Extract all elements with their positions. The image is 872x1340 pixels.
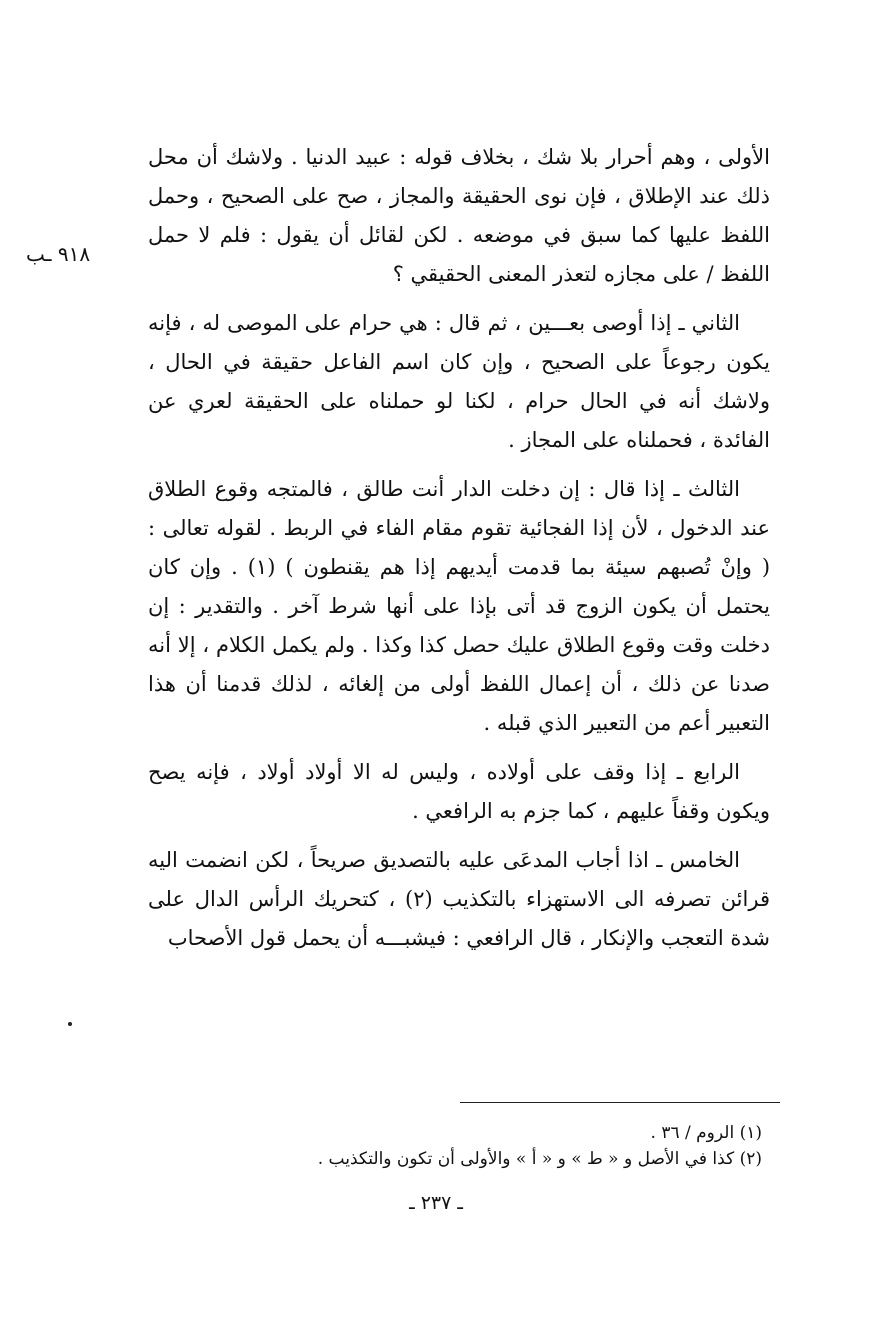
main-text	[148, 138, 770, 958]
paragraph-fourth: الرابع ـ إذا وقف على أولاده ، وليس له الا أولاد أولاد ، فإنه يصح ويكون وقفاً عليهم ، كما جزم به الرافعي .	[148, 760, 770, 823]
footnote-divider	[460, 1102, 780, 1103]
footnote-1: (١) الروم / ٣٦ .	[650, 1123, 762, 1143]
paragraph-fifth: الخامس ـ اذا أجاب المدعَى عليه بالتصديق صريحاً ، لكن انضمت اليه قرائن تصرفه الى الاستهزاء بالتكذيب (٢) ، كتحريك الرأس الدال على شدة التعجب والإنكار ، قال الرافعي : فيشبـــه أن يحمل قول الأصحاب	[148, 848, 770, 950]
manuscript-folio-note: ٩١٨ ـب	[26, 242, 91, 266]
margin-dot	[68, 1022, 72, 1026]
paragraph-continuation: الأولى ، وهم أحرار بلا شك ، بخلاف قوله : عبيد الدنيا . ولاشك أن محل ذلك عند الإطلاق ، فإن نوى الحقيقة والمجاز ، صح على الصحيح ، وحمل اللفظ عليها كما سبق في موضعه . لكن لقائل أن يقول : فلم لا حمل اللفظ / على مجازه لتعذر المعنى الحقيقي ؟	[148, 145, 770, 286]
footnotes	[250, 1120, 762, 1172]
paragraph-third: الثالث ـ إذا قال : إن دخلت الدار أنت طالق ، فالمتجه وقوع الطلاق عند الدخول ، لأن إذا الفجائية تقوم مقام الفاء في الربط . لقوله تعالى : ( وإنْ تُصبهم سيئة بما قدمت أيديهم إذا هم يقنطون ) (١) . وإن كان يحتمل أن يكون الزوج قد أتى بإذا على أنها شرط آخر . والتقدير : إن دخلت وقت وقوع الطلاق عليك حصل كذا وكذا . ولم يكمل الكلام ، إلا أنه صدنا عن ذلك ، أن إعمال اللفظ أولى من إلغائه ، لذلك قدمنا أن هذا التعبير أعم من التعبير الذي قبله .	[148, 477, 771, 735]
footnote-2: (٢) كذا في الأصل و « ط » و « أ » والأولى أن تكون والتكذيب .	[317, 1149, 762, 1169]
paragraph-second: الثاني ـ إذا أوصى بعـــين ، ثم قال : هي حرام على الموصى له ، فإنه يكون رجوعاً على الصحيح ، وإن كان اسم الفاعل حقيقة في الحال ، ولاشك أنه في الحال حرام ، لكنا لو حملناه على الحقيقة لعري عن الفائدة ، فحملناه على المجاز .	[148, 311, 770, 452]
page-number: ـ ٢٣٧ ـ	[409, 1192, 463, 1214]
